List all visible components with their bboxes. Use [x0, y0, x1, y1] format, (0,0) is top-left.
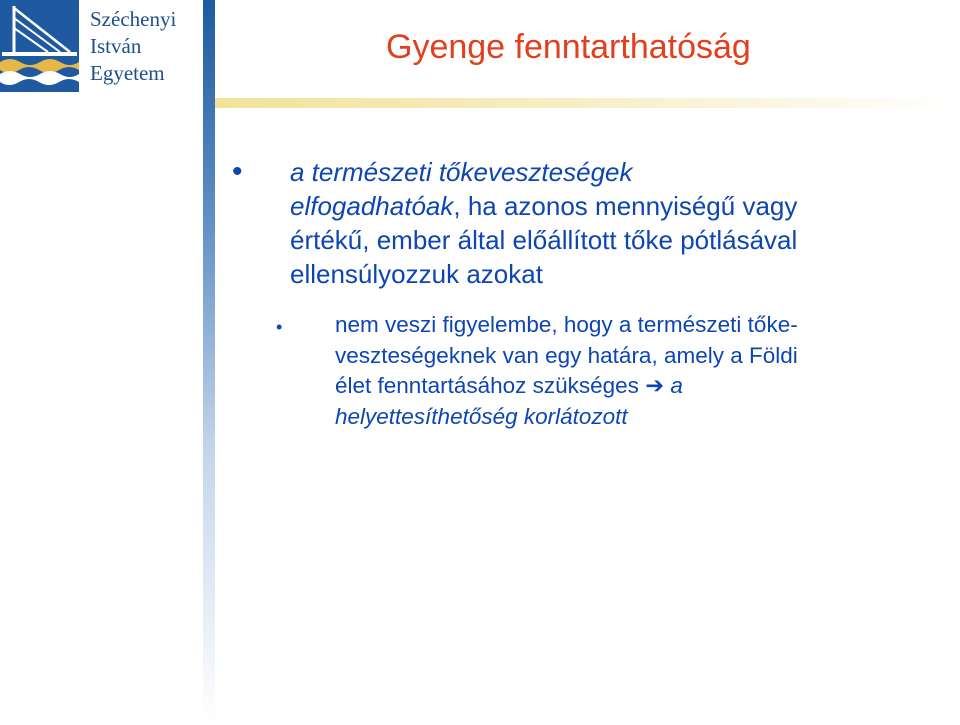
- university-name-line: István: [90, 34, 142, 58]
- university-name-line: Egyetem: [90, 61, 165, 85]
- text-line: nem veszi figyelembe, hogy a természeti tőke-: [335, 312, 798, 337]
- text-run: ellensúlyozzuk azokat: [290, 259, 543, 289]
- side-gradient-bar: [203, 0, 215, 725]
- text-line: [290, 189, 958, 223]
- university-name: [90, 6, 176, 87]
- italic-phrase: elfogadhatóak: [290, 191, 454, 221]
- university-name-line: Széchenyi: [90, 7, 177, 31]
- text-run: , ha azonos mennyiségű vagy: [453, 191, 798, 221]
- sub-bullet-text: [335, 310, 955, 432]
- text-line: [290, 155, 958, 189]
- slide-title: Gyenge fenntarthatóság: [386, 28, 751, 66]
- text-line: veszteségeknek van egy határa, amely a Földi: [335, 342, 798, 368]
- text-line: [290, 257, 958, 291]
- bullet-marker: •: [232, 155, 243, 188]
- text-line: [335, 371, 955, 402]
- italic-phrase: a: [664, 373, 683, 398]
- text-run: élet fenntartásához szükséges: [335, 373, 646, 398]
- header-gradient-band: [215, 98, 960, 108]
- bridge-logo-icon: [0, 0, 79, 92]
- right-arrow-icon: ➔: [645, 373, 665, 399]
- text-line: [290, 223, 958, 257]
- text-line: helyettesíthetőség korlátozott: [335, 403, 628, 429]
- sub-bullet-marker: •: [276, 317, 283, 337]
- main-bullet-text: [290, 155, 958, 291]
- italic-phrase: a természeti tőkeveszteségek: [290, 157, 633, 187]
- text-run: értékű, ember által előállított tőke pótlásával: [290, 225, 798, 255]
